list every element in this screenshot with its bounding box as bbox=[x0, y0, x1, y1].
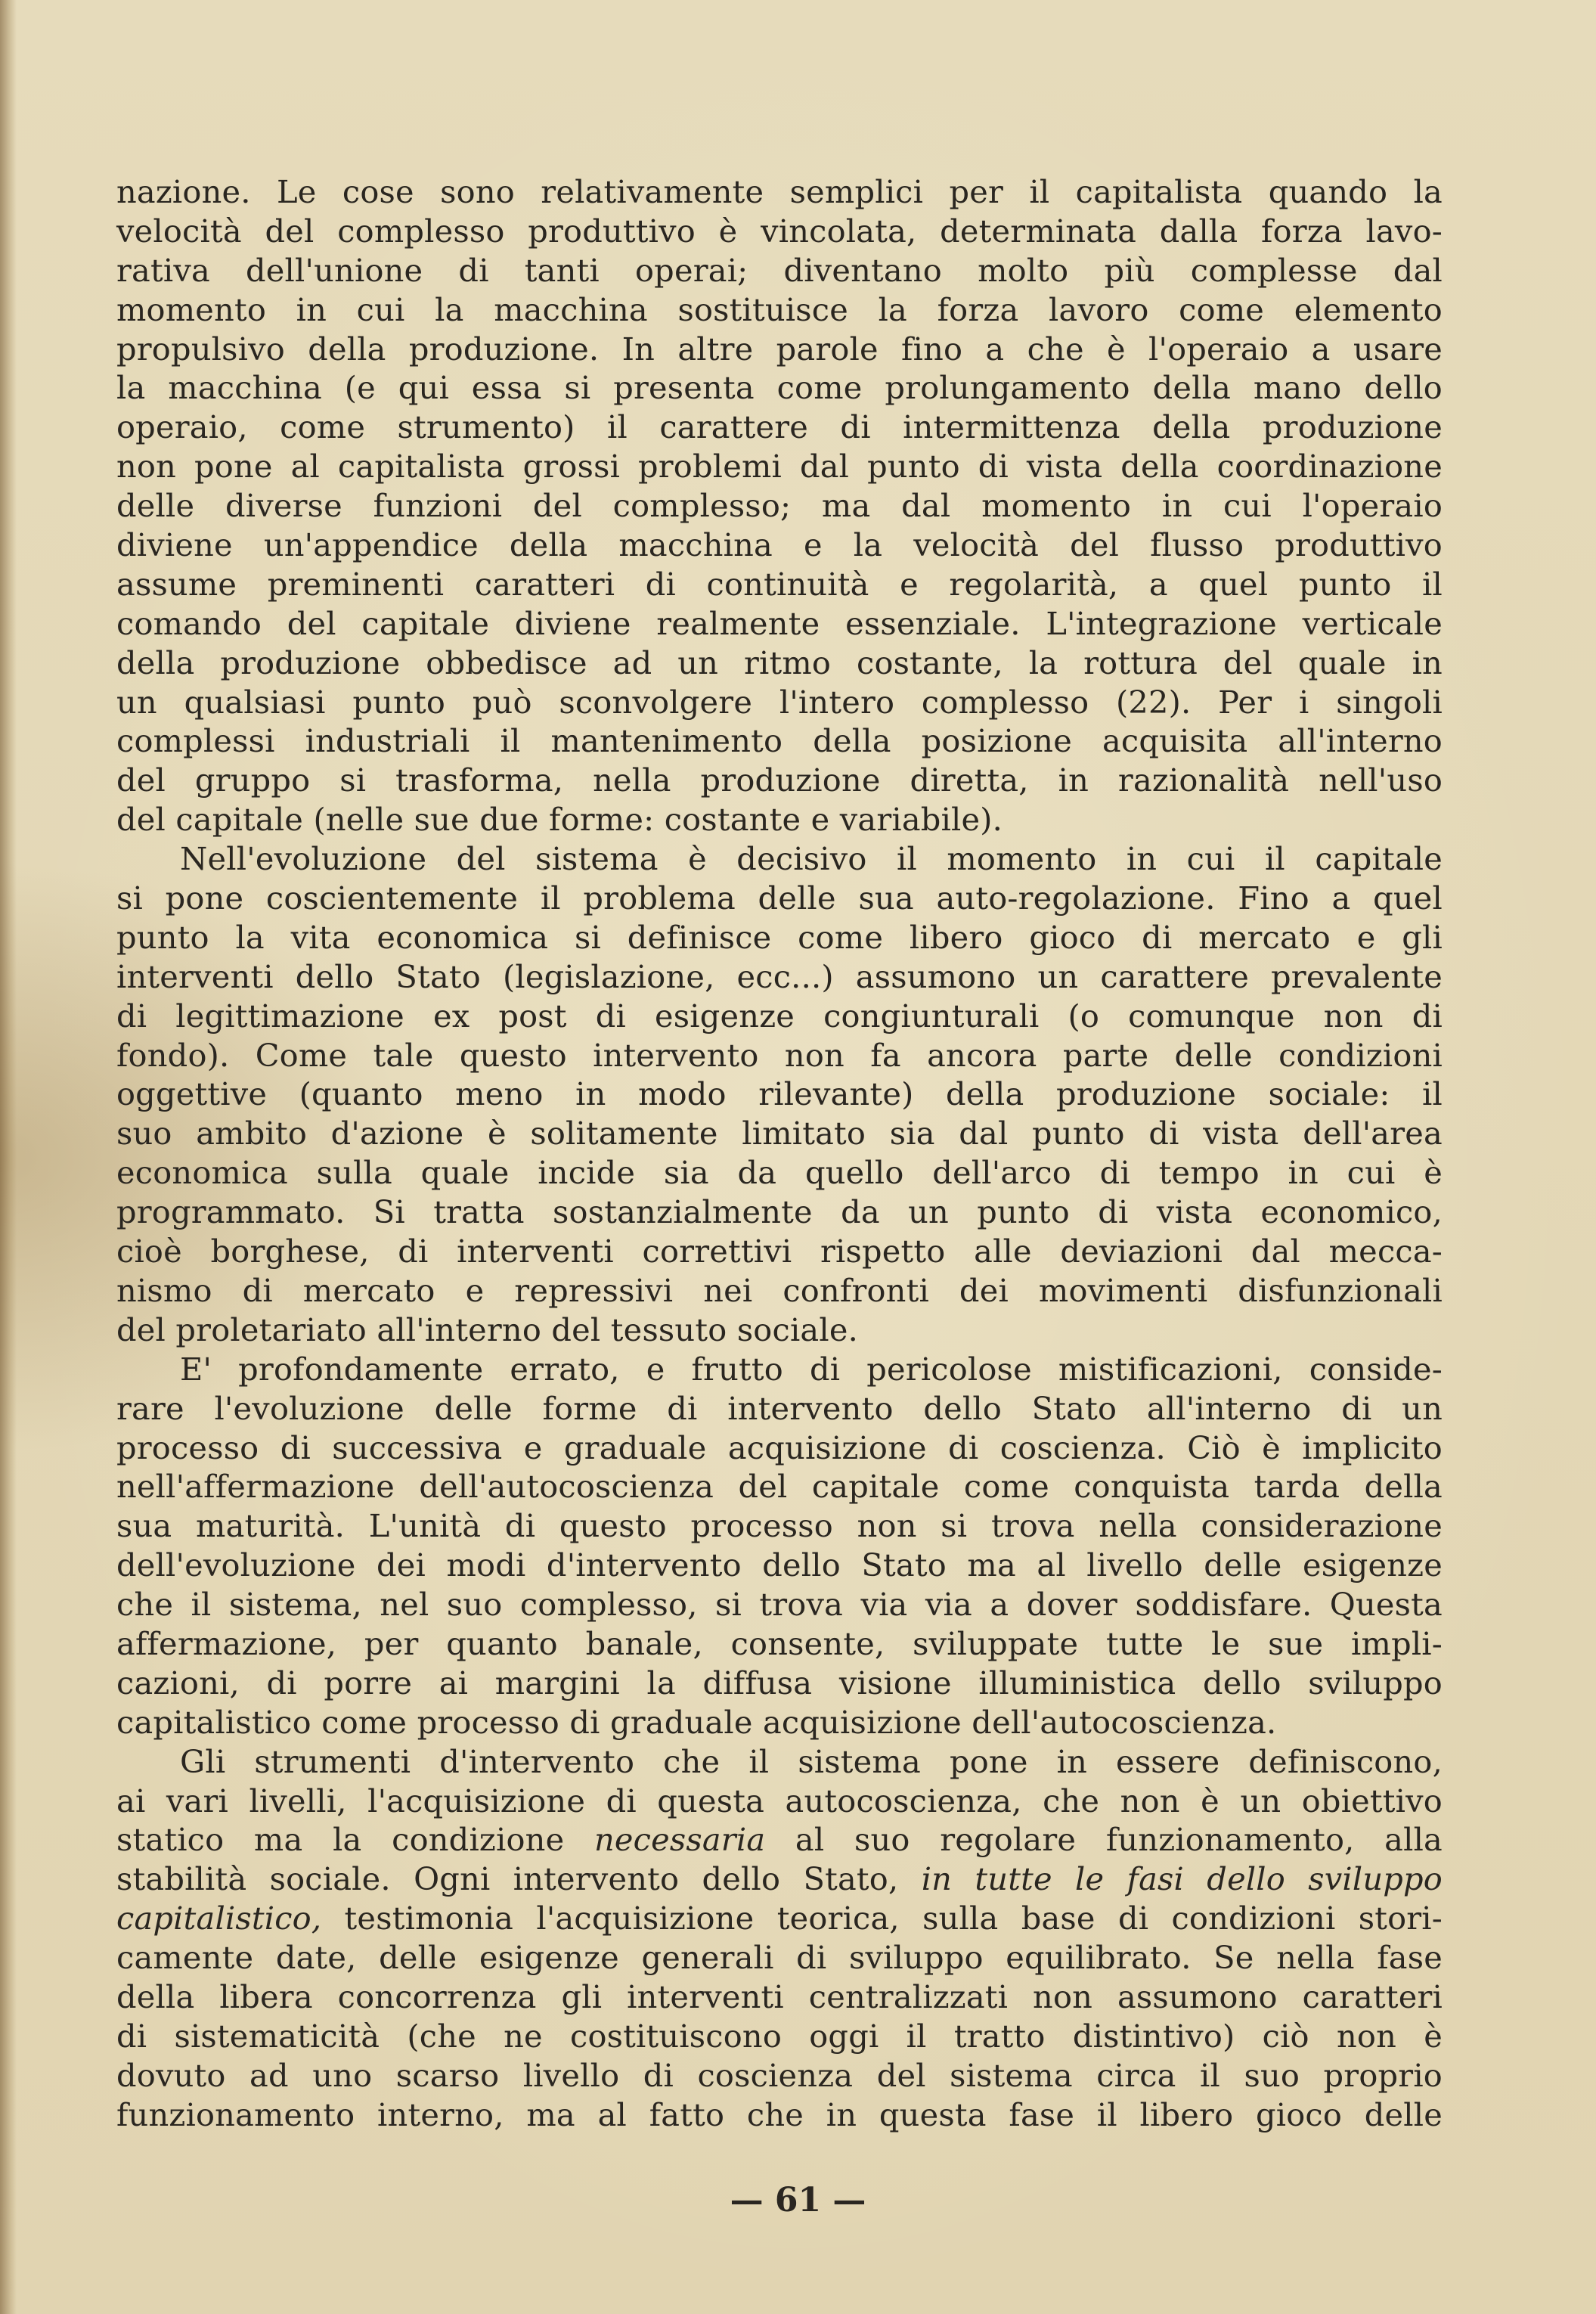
text-line bbox=[116, 1546, 1443, 1585]
text-line bbox=[116, 1585, 1443, 1624]
text-run: rativa dell'unione di tanti operai; diventano molto più complesse dal bbox=[116, 251, 1443, 289]
text-run: statico ma la condizione bbox=[116, 1821, 594, 1859]
text-line bbox=[116, 1389, 1443, 1428]
italic-text: capitalistico, bbox=[116, 1900, 322, 1937]
text-line bbox=[116, 761, 1443, 800]
text-line bbox=[116, 290, 1443, 330]
text-line bbox=[116, 1232, 1443, 1271]
paragraph bbox=[116, 172, 1443, 839]
text-run: della libera concorrenza gli interventi centralizzati non assumono caratteri bbox=[116, 1977, 1443, 2015]
text-run: diviene un'appendice della macchina e la velocità del flusso produttivo bbox=[116, 526, 1443, 564]
text-run: cazioni, di porre ai margini la diffusa visione illuministica dello sviluppo bbox=[116, 1664, 1443, 1701]
text-line bbox=[116, 1860, 1443, 1899]
text-run: al suo regolare funzionamento, alla bbox=[765, 1821, 1443, 1859]
text-run: testimonia l'acquisizione teorica, sulla base di condizioni stori- bbox=[321, 1900, 1443, 1937]
text-run: momento in cui la macchina sostituisce la forza lavoro come elemento bbox=[116, 290, 1443, 328]
text-line bbox=[116, 1350, 1443, 1389]
text-line bbox=[116, 997, 1443, 1036]
text-line bbox=[116, 172, 1443, 212]
text-line bbox=[116, 1075, 1443, 1114]
text-line bbox=[116, 1782, 1443, 1821]
text-line bbox=[116, 1899, 1443, 1938]
text-run: comando del capitale diviene realmente essenziale. L'integrazione verticale bbox=[116, 604, 1443, 642]
text-line bbox=[116, 1271, 1443, 1311]
text-line bbox=[116, 1153, 1443, 1193]
text-run: suo ambito d'azione è solitamente limitato sia dal punto di vista dell'area bbox=[116, 1115, 1443, 1152]
text-line bbox=[116, 1664, 1443, 1703]
text-run: interventi dello Stato (legislazione, ecc...) assumono un carattere prevalente bbox=[116, 957, 1443, 995]
text-line bbox=[116, 1742, 1443, 1782]
text-line bbox=[116, 526, 1443, 565]
paragraph bbox=[116, 839, 1443, 1350]
text-line bbox=[116, 1311, 1443, 1350]
text-line bbox=[116, 447, 1443, 486]
text-run: nazione. Le cose sono relativamente semplici per il capitalista quando la bbox=[116, 173, 1443, 210]
text-line bbox=[116, 212, 1443, 251]
text-line bbox=[116, 1624, 1443, 1664]
text-run: nell'affermazione dell'autocoscienza del capitale come conquista tarda della bbox=[116, 1468, 1443, 1506]
text-run: di legittimazione ex post di esigenze congiunturali (o comunque non di bbox=[116, 997, 1443, 1034]
text-run: sua maturità. L'unità di questo processo non si trova nella considerazione bbox=[116, 1507, 1443, 1545]
text-line bbox=[116, 683, 1443, 722]
text-run: della produzione obbedisce ad un ritmo costante, la rottura del quale in bbox=[116, 644, 1443, 681]
text-run: processo di successiva e graduale acquisizione di coscienza. Ciò è implicito bbox=[116, 1428, 1443, 1466]
text-run: Gli strumenti d'intervento che il sistema pone in essere definiscono, bbox=[180, 1742, 1443, 1780]
text-run: complessi industriali il mantenimento della posizione acquisita all'interno bbox=[116, 722, 1443, 760]
text-line bbox=[116, 565, 1443, 604]
text-line bbox=[116, 1193, 1443, 1232]
text-run: stabilità sociale. Ogni intervento dello Stato, bbox=[116, 1860, 922, 1898]
text-line bbox=[116, 918, 1443, 957]
text-run: capitalistico come processo di graduale acquisizione dell'autocoscienza. bbox=[116, 1703, 1277, 1741]
text-line bbox=[116, 1506, 1443, 1546]
body-text bbox=[116, 172, 1443, 2135]
text-run: oggettive (quanto meno in modo rilevante) della produzione sociale: il bbox=[116, 1075, 1443, 1113]
text-run: propulsivo della produzione. In altre parole fino a che è l'operaio a usare bbox=[116, 330, 1443, 368]
text-run: velocità del complesso produttivo è vincolata, determinata dalla forza lavo- bbox=[116, 212, 1443, 250]
text-run: delle diverse funzioni del complesso; ma dal momento in cui l'operaio bbox=[116, 487, 1443, 525]
text-line bbox=[116, 957, 1443, 997]
text-run: si pone coscientemente il problema delle sua auto-regolazione. Fino a quel bbox=[116, 879, 1443, 917]
text-run: nismo di mercato e repressivi nei confronti dei movimenti disfunzionali bbox=[116, 1271, 1443, 1309]
text-run: Nell'evoluzione del sistema è decisivo il momento in cui il capitale bbox=[180, 840, 1443, 878]
text-run: del capitale (nelle sue due forme: costante e variabile). bbox=[116, 801, 1003, 839]
text-run: affermazione, per quanto banale, consente, sviluppate tutte le sue impli- bbox=[116, 1624, 1443, 1662]
page-binding-edge bbox=[0, 0, 17, 2314]
text-line bbox=[116, 2056, 1443, 2095]
text-line bbox=[116, 1938, 1443, 1977]
text-run: punto la vita economica si definisce come libero gioco di mercato e gli bbox=[116, 918, 1443, 956]
text-run: ai vari livelli, l'acquisizione di questa autocoscienza, che non è un obiettivo bbox=[116, 1782, 1443, 1819]
text-line bbox=[116, 251, 1443, 290]
text-line bbox=[116, 879, 1443, 918]
text-run: camente date, delle esigenze generali di sviluppo equilibrato. Se nella fase bbox=[116, 1939, 1443, 1977]
text-line bbox=[116, 368, 1443, 408]
text-line bbox=[116, 1467, 1443, 1506]
text-run: del proletariato all'interno del tessuto sociale. bbox=[116, 1311, 858, 1348]
text-run: cioè borghese, di interventi correttivi rispetto alle deviazioni dal mecca- bbox=[116, 1233, 1443, 1270]
text-line bbox=[116, 644, 1443, 683]
text-run: E' profondamente errato, e frutto di pericolose mistificazioni, conside- bbox=[180, 1350, 1443, 1388]
text-line bbox=[116, 1977, 1443, 2017]
text-run: del gruppo si trasforma, nella produzione diretta, in razionalità nell'uso bbox=[116, 762, 1443, 799]
italic-text: necessaria bbox=[593, 1821, 766, 1859]
text-line bbox=[116, 839, 1443, 879]
text-run: che il sistema, nel suo complesso, si trova via via a dover soddisfare. Questa bbox=[116, 1586, 1443, 1624]
text-run: rare l'evoluzione delle forme di intervento dello Stato all'interno di un bbox=[116, 1389, 1443, 1427]
page-number: — 61 — bbox=[730, 2181, 866, 2219]
italic-text: in tutte le fasi dello sviluppo bbox=[921, 1860, 1443, 1898]
text-line bbox=[116, 330, 1443, 369]
text-run: fondo). Come tale questo intervento non fa ancora parte delle condizioni bbox=[116, 1036, 1443, 1074]
text-run: di sistematicità (che ne costituiscono oggi il tratto distintivo) ciò non è bbox=[116, 2017, 1443, 2055]
paragraph bbox=[116, 1742, 1443, 2135]
text-line bbox=[116, 604, 1443, 644]
text-run: dovuto ad uno scarso livello di coscienza del sistema circa il suo proprio bbox=[116, 2056, 1443, 2094]
text-line bbox=[116, 800, 1443, 839]
text-run: economica sulla quale incide sia da quello dell'arco di tempo in cui è bbox=[116, 1154, 1443, 1192]
text-run: non pone al capitalista grossi problemi dal punto di vista della coordinazione bbox=[116, 448, 1443, 485]
text-run: dell'evoluzione dei modi d'intervento dello Stato ma al livello delle esigenze bbox=[116, 1546, 1443, 1584]
text-line bbox=[116, 2095, 1443, 2135]
text-line bbox=[116, 1036, 1443, 1075]
text-line bbox=[116, 1703, 1443, 1742]
text-run: la macchina (e qui essa si presenta come prolungamento della mano dello bbox=[116, 369, 1443, 407]
text-line bbox=[116, 1114, 1443, 1153]
text-line bbox=[116, 1820, 1443, 1860]
text-line bbox=[116, 2017, 1443, 2056]
text-line bbox=[116, 1428, 1443, 1468]
text-run: operaio, come strumento) il carattere di intermittenza della produzione bbox=[116, 408, 1443, 446]
text-run: programmato. Si tratta sostanzialmente da un punto di vista economico, bbox=[116, 1193, 1443, 1231]
text-line bbox=[116, 721, 1443, 761]
text-run: un qualsiasi punto può sconvolgere l'intero complesso (22). Per i singoli bbox=[116, 683, 1443, 721]
text-run: assume preminenti caratteri di continuità e regolarità, a quel punto il bbox=[116, 565, 1443, 603]
text-line bbox=[116, 486, 1443, 526]
text-run: funzionamento interno, ma al fatto che in questa fase il libero gioco delle bbox=[116, 2095, 1443, 2133]
text-line bbox=[116, 408, 1443, 447]
paragraph bbox=[116, 1350, 1443, 1742]
